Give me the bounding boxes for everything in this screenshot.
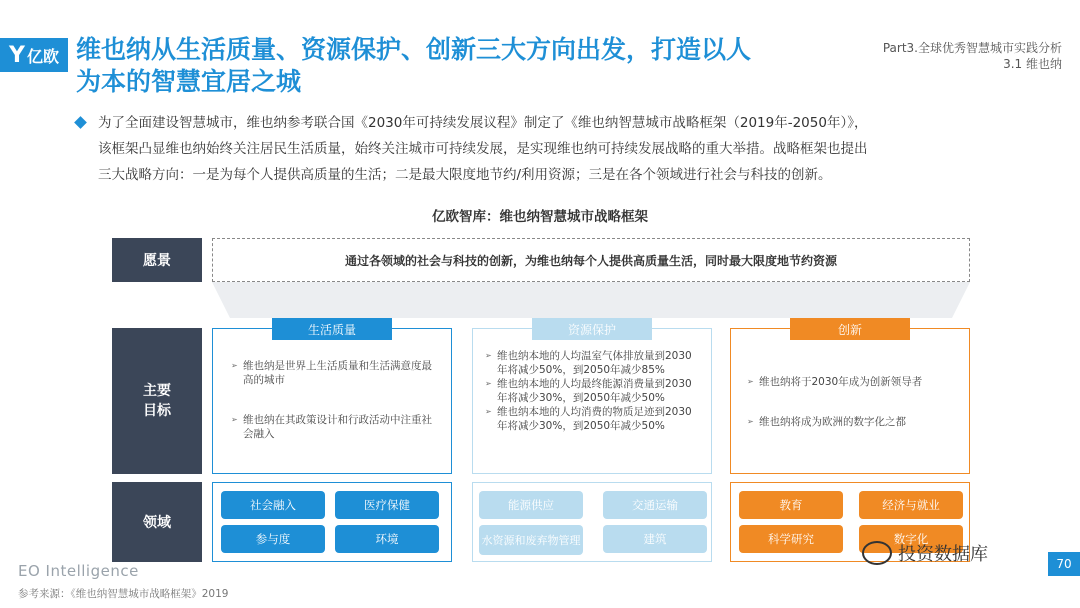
watermark	[862, 540, 988, 566]
field-label: 领域	[112, 482, 202, 562]
field-pill: 环境	[335, 525, 439, 553]
footer-brand: EO Intelligence	[18, 562, 139, 580]
page-title	[76, 34, 836, 98]
tag-resources: 资源保护	[532, 318, 652, 340]
field-pill: 建筑	[603, 525, 707, 553]
intro-line-1: 为了全面建设智慧城市，维也纳参考联合国《2030年可持续发展议程》制定了《维也纳智慧城市战略框架（2019年-2050年）》，	[98, 115, 868, 131]
brand-logo	[0, 38, 68, 72]
part-line-2: 3.1 维也纳	[1003, 57, 1062, 71]
watermark-text: 投资数据库	[898, 544, 988, 565]
framework-subtitle: 亿欧智库：维也纳智慧城市战略框架	[432, 209, 648, 225]
field-pill: 科学研究	[739, 525, 843, 553]
goals-label	[112, 328, 202, 474]
goal-box-resources	[472, 328, 712, 474]
goal-item: ➢ 维也纳本地的人均最终能源消费量到2030年将减少30%，到2050年减少50%	[485, 377, 699, 405]
vision-text: 通过各领域的社会与科技的创新，为维也纳每个人提供高质量生活，同时最大限度地节约资源	[344, 253, 837, 268]
field-pill: 医疗保健	[335, 491, 439, 519]
field-pill: 参与度	[221, 525, 325, 553]
goal-list	[747, 375, 953, 429]
goals-label-line-2: 目标	[143, 403, 171, 419]
goal-item: ➢ 维也纳本地的人均消费的物质足迹到2030年将减少30%，到2050年减少50%	[485, 405, 699, 433]
field-pill: 经济与就业	[859, 491, 963, 519]
vision-label: 愿景	[112, 238, 202, 282]
intro-line-3: 三大战略方向：一是为每个人提供高质量的生活；二是最大限度地节约/利用资源；三是在各个领域进行社会与科技的创新。	[98, 167, 832, 183]
goal-item: ➢ 维也纳是世界上生活质量和生活满意度最高的城市	[231, 359, 433, 387]
logo-text: 亿欧	[26, 46, 59, 66]
goals-label-line-1: 主要	[143, 383, 171, 399]
wechat-icon	[862, 541, 892, 565]
field-pill: 数字化	[859, 525, 963, 553]
logo-y-icon: Y	[9, 42, 25, 68]
intro-line-2: 该框架凸显维也纳始终关注居民生活质量，始终关注城市可持续发展，是实现维也纳可持续发展战略的重大举措。战略框架也提出	[98, 141, 868, 157]
goal-list	[231, 359, 433, 441]
field-box-quality	[212, 482, 452, 562]
goal-box-innovation	[730, 328, 970, 474]
field-pill: 交通运输	[603, 491, 707, 519]
bullet-diamond-icon	[74, 116, 87, 129]
field-pill: 教育	[739, 491, 843, 519]
tag-quality: 生活质量	[272, 318, 392, 340]
goal-item: ➢ 维也纳在其政策设计和行政活动中注重社会融入	[231, 413, 433, 441]
title-line-2: 为本的智慧宜居之城	[76, 67, 302, 96]
goal-item: ➢ 维也纳将成为欧洲的数字化之都	[747, 415, 953, 429]
page-number: 70	[1048, 552, 1080, 576]
goal-item: ➢ 维也纳本地的人均温室气体排放量到2030年将减少50%，到2050年减少85%	[485, 349, 699, 377]
tag-innovation: 创新	[790, 318, 910, 340]
title-line-1: 维也纳从生活质量、资源保护、创新三大方向出发，打造以人	[76, 35, 752, 64]
field-pill: 能源供应	[479, 491, 583, 519]
goal-box-quality	[212, 328, 452, 474]
goal-list	[485, 349, 699, 433]
field-box-resources	[472, 482, 712, 562]
vision-connector-shape	[212, 282, 970, 318]
source-note: 参考来源：《维也纳智慧城市战略框架》2019	[18, 588, 229, 600]
field-pill: 社会融入	[221, 491, 325, 519]
part-line-1: Part3.全球优秀智慧城市实践分析	[882, 41, 1062, 55]
goal-item: ➢ 维也纳将于2030年成为创新领导者	[747, 375, 953, 389]
vision-box	[212, 238, 970, 282]
section-indicator	[883, 40, 1062, 72]
intro-paragraph	[80, 110, 1070, 188]
field-pill: 水资源和废弃物管理	[479, 525, 583, 555]
